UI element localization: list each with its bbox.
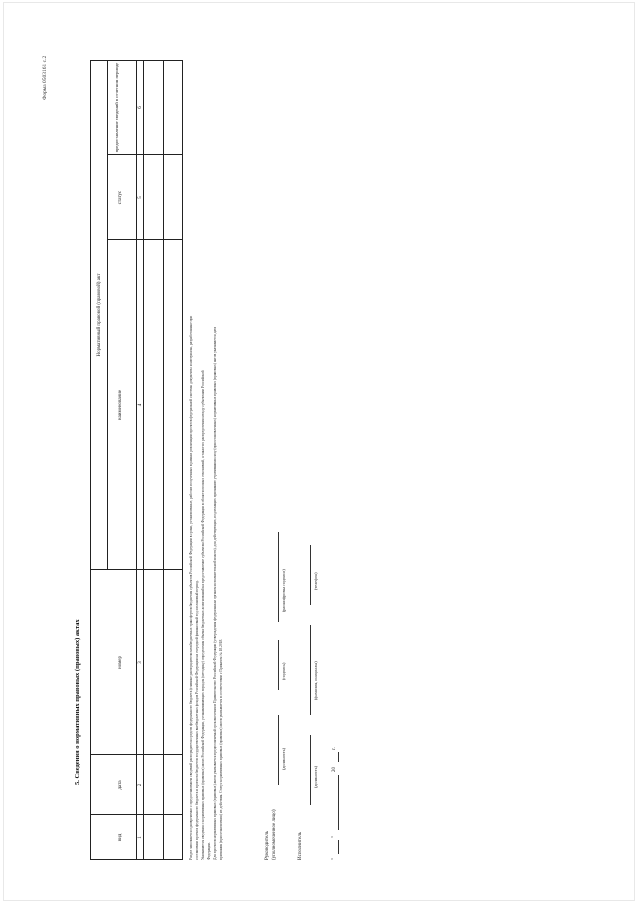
footnote: Раздел заполняется одновременно с предоставлением сведений распорядителя средств федерального бюджета (главные распорядители межбюджетных трансфертов бюджетам субъектов Российской Федерации в сроки, установленные, рабочих полученных в рамках реализации проектов федеральной системы документы и материалы, разработанные при [189, 315, 193, 860]
table-group-header: Нормативный правовой (правовой) акт [97, 273, 102, 357]
date-year-suffix: г. [332, 747, 337, 750]
head-position-line [278, 715, 279, 785]
column-number: 5 [138, 196, 143, 199]
form-code: Форма 0503161 с.2 [42, 55, 48, 100]
date-quote-open: " [332, 857, 337, 860]
column-number: 1 [138, 836, 143, 839]
acts-table [90, 60, 183, 860]
document-sheet [20, 20, 620, 880]
head-signature-caption: (подпись) [281, 662, 286, 680]
column-number: 2 [138, 783, 143, 787]
executor-name-caption: (фамилия, инициалы) [313, 661, 318, 700]
column-header: вид [118, 833, 123, 842]
executor-phone-line [310, 545, 311, 605]
executor-position-caption: (должность) [313, 766, 318, 788]
column-header: дата [118, 780, 123, 790]
head-position-caption: (должность) [281, 748, 286, 770]
head-sublabel: (уполномоченное лицо) [272, 809, 277, 860]
footnote: признания (приостановления) их действия. Статус нормативных правовых (правовых) актов указывается в соответствии с Приказом № 18.2018. [219, 638, 223, 860]
footnote: Для проектов нормативных правовых (правовых) актов указывается предполагаемый срок внесения в Правительство Российской Федерации (утверждения федеральным органом исполнительной власти), для действующих, подлежащих признанию утратившими силу (приостановленных) нормативных правовых (правовых) актов указывается дата [213, 326, 217, 860]
head-decoding-caption: (расшифровка подписи) [281, 569, 286, 612]
date-year-prefix: 20 [332, 767, 337, 772]
date-quote-close: " [332, 835, 337, 838]
executor-position-line [310, 735, 311, 805]
date-month-line [338, 775, 339, 830]
executor-phone-caption: (телефон) [313, 572, 318, 590]
date-year-line [338, 752, 339, 762]
executor-label: Исполнитель [298, 832, 303, 860]
head-decoding-line [278, 532, 279, 622]
column-number: 4 [138, 403, 143, 407]
column-header: статус [118, 190, 123, 205]
executor-name-line [310, 625, 311, 715]
column-number: 6 [138, 106, 143, 109]
column-header: предоставление сведений в отчетном периоде [114, 62, 119, 153]
date-day-line [338, 840, 339, 854]
column-header: наименование [118, 389, 123, 421]
section-title: 5. Сведения о нормативных правовых (правовых) актах [74, 619, 81, 785]
footnote: составлении проекта федерального бюджета и прогноза бюджетов государственных внебюджетных фондов Российской Федерации на очередной финансовый год и плановый период. [195, 579, 199, 860]
head-label: Руководитель [265, 830, 270, 860]
head-signature-line [278, 640, 279, 690]
column-number: 3 [138, 661, 143, 664]
footnote: Указываются сведения о нормативных правовых (правовых) актах Российской Федерации, устанавливающих порядок (методику) определения объема бюджетных ассигнований на предоставление субъектам Российской Федерации в области полных отношений, а также их распределения между субъектами Российской [201, 370, 205, 860]
column-header: номер [118, 656, 123, 669]
footnote: Федерации. [207, 842, 211, 860]
